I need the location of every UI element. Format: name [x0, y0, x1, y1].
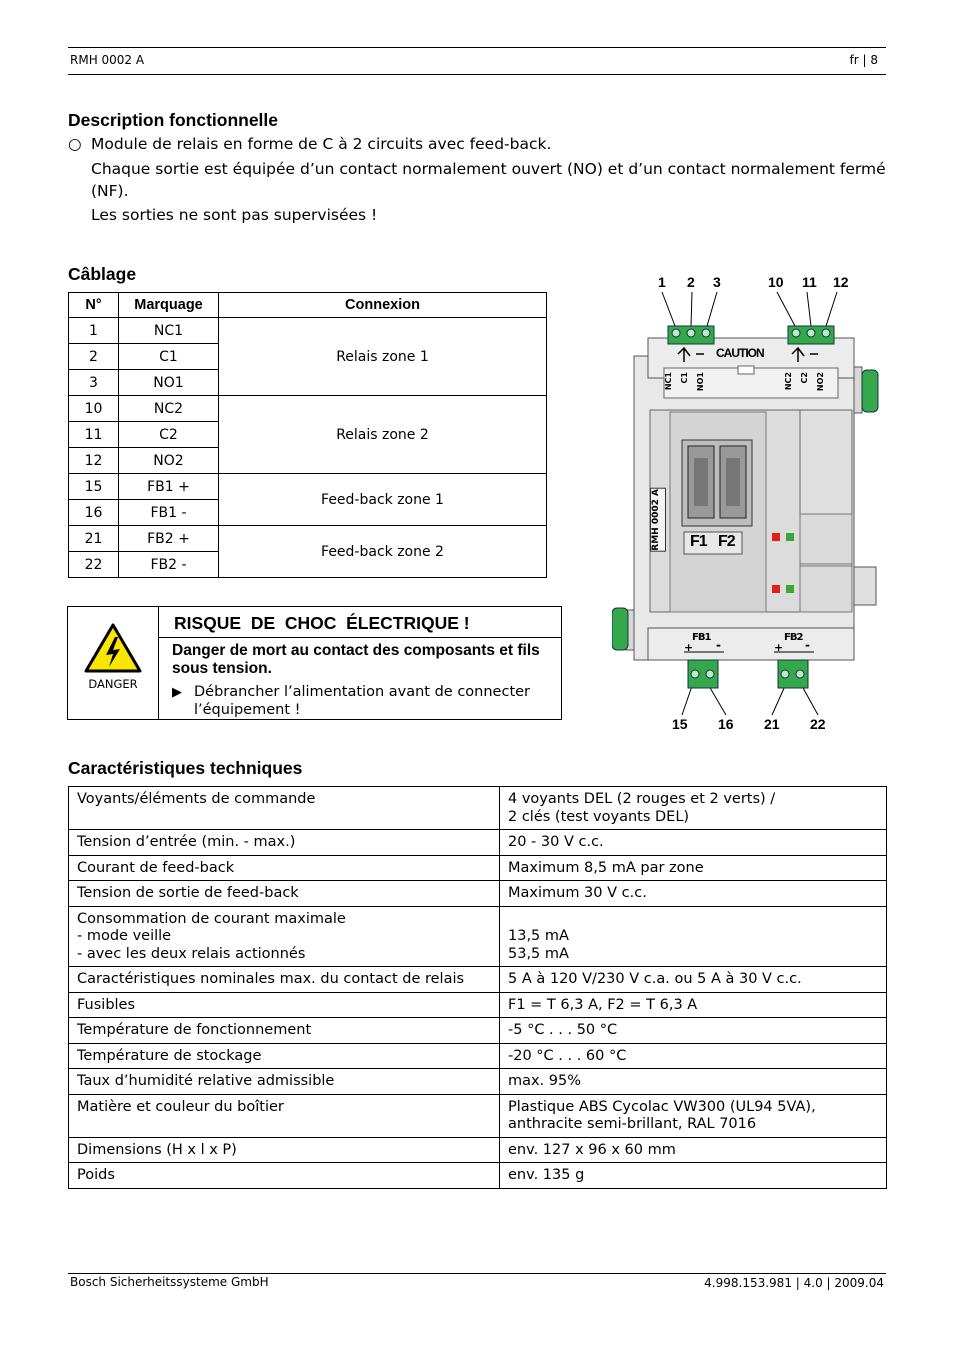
- warning-divider: [158, 607, 159, 719]
- cell-mark: NC1: [119, 318, 219, 344]
- cell-no: 10: [69, 396, 119, 422]
- spec-row: [69, 855, 887, 881]
- spec-key: Consommation de courant maximale - mode veille - avec les deux relais actionnés: [69, 906, 500, 967]
- spec-key: Tension de sortie de feed-back: [69, 881, 500, 907]
- spec-value: max. 95%: [500, 1069, 887, 1095]
- cell-mark: C2: [119, 422, 219, 448]
- spec-value: -20 °C . . . 60 °C: [500, 1043, 887, 1069]
- fb2-label: FB2: [784, 632, 803, 643]
- spec-key: Température de fonctionnement: [69, 1018, 500, 1044]
- fuse-label-f2: F2: [718, 533, 735, 550]
- cell-no: 12: [69, 448, 119, 474]
- spec-value: Maximum 8,5 mA par zone: [500, 855, 887, 881]
- spec-key: Matière et couleur du boîtier: [69, 1094, 500, 1137]
- column-header: Connexion: [219, 293, 547, 318]
- footer-company: Bosch Sicherheitssysteme GmbH: [70, 1275, 269, 1289]
- cell-connection: Relais zone 1: [219, 318, 547, 396]
- spec-row: [69, 1163, 887, 1189]
- cell-no: 2: [69, 344, 119, 370]
- cell-mark: NO1: [119, 370, 219, 396]
- terminal-label: C1: [680, 372, 689, 384]
- terminal-number: 12: [833, 274, 849, 290]
- spec-value: F1 = T 6,3 A, F2 = T 6,3 A: [500, 992, 887, 1018]
- cell-no: 1: [69, 318, 119, 344]
- spec-key: Caractéristiques nominales max. du contact de relais: [69, 967, 500, 993]
- section-title-specs: Caractéristiques techniques: [68, 758, 303, 778]
- header-rule-bottom: [68, 74, 886, 75]
- spec-row: [69, 787, 887, 830]
- minus-sign: -: [716, 638, 721, 652]
- spec-value: Plastique ABS Cycolac VW300 (UL94 5VA), anthracite semi-brillant, RAL 7016: [500, 1094, 887, 1137]
- header-page: fr | 8: [849, 53, 878, 67]
- spec-row: [69, 1043, 887, 1069]
- warning-title-rule: [159, 637, 561, 638]
- spec-key: Dimensions (H x l x P): [69, 1137, 500, 1163]
- terminal-label: NO1: [696, 372, 705, 392]
- footer-rule: [68, 1273, 886, 1274]
- section-title-wiring: Câblage: [68, 264, 137, 284]
- header-doc-id: RMH 0002 A: [70, 53, 145, 67]
- spec-value: 13,5 mA 53,5 mA: [500, 906, 887, 967]
- description-para2: Chaque sortie est équipée d’un contact normalement ouvert (NO) et d’un contact normalement fermé (NF).: [91, 160, 886, 200]
- fb1-label: FB1: [692, 632, 711, 643]
- terminal-number: 11: [802, 274, 817, 290]
- spec-row: [69, 967, 887, 993]
- table-row: [69, 526, 547, 552]
- column-header: Marquage: [119, 293, 219, 318]
- terminal-number: 10: [768, 274, 784, 290]
- table-row: [69, 474, 547, 500]
- table-header-row: [69, 293, 547, 318]
- terminal-label: NO2: [816, 372, 825, 392]
- cell-connection: Relais zone 2: [219, 396, 547, 474]
- terminal-number: 3: [713, 274, 721, 290]
- cell-no: 15: [69, 474, 119, 500]
- specs-table: [68, 786, 887, 1189]
- cell-connection: Feed-back zone 2: [219, 526, 547, 578]
- cell-mark: C1: [119, 344, 219, 370]
- terminal-label: NC1: [664, 372, 673, 391]
- model-label: RMH 0002 A: [650, 488, 666, 552]
- spec-value: -5 °C . . . 50 °C: [500, 1018, 887, 1044]
- spec-row: [69, 1069, 887, 1095]
- fuse-label-f1: F1: [690, 533, 707, 550]
- table-row: [69, 318, 547, 344]
- footer-doc-ref: 4.998.153.981 | 4.0 | 2009.04: [704, 1276, 884, 1290]
- spec-row: [69, 1018, 887, 1044]
- spec-key: Courant de feed-back: [69, 855, 500, 881]
- column-header: N°: [69, 293, 119, 318]
- section-title-description: Description fonctionnelle: [68, 110, 279, 130]
- spec-key: Température de stockage: [69, 1043, 500, 1069]
- cell-mark: FB2 +: [119, 526, 219, 552]
- spec-key: Taux d’humidité relative admissible: [69, 1069, 500, 1095]
- danger-label: DANGER: [88, 677, 138, 691]
- caution-label: CAUTION: [716, 346, 764, 360]
- cell-mark: NO2: [119, 448, 219, 474]
- cell-mark: NC2: [119, 396, 219, 422]
- spec-value: env. 135 g: [500, 1163, 887, 1189]
- terminal-number: 22: [810, 716, 826, 732]
- spec-row: [69, 881, 887, 907]
- bullet-icon: ○: [68, 135, 82, 153]
- terminal-label: C2: [800, 372, 809, 384]
- spec-row: [69, 992, 887, 1018]
- warning-title: RISQUE DE CHOC ÉLECTRIQUE !: [174, 613, 470, 633]
- cell-no: 16: [69, 500, 119, 526]
- terminal-number: 15: [672, 716, 688, 732]
- spec-row: [69, 906, 887, 967]
- description-para3: Les sorties ne sont pas supervisées !: [91, 206, 378, 224]
- cell-no: 21: [69, 526, 119, 552]
- cell-no: 22: [69, 552, 119, 578]
- terminal-number: 16: [718, 716, 734, 732]
- spec-row: [69, 1094, 887, 1137]
- table-row: [69, 396, 547, 422]
- electric-hazard-icon: [84, 623, 142, 673]
- plus-sign: +: [774, 641, 784, 654]
- terminal-number: 2: [687, 274, 695, 290]
- cell-connection: Feed-back zone 1: [219, 474, 547, 526]
- cell-mark: FB1 +: [119, 474, 219, 500]
- spec-key: Fusibles: [69, 992, 500, 1018]
- header-rule-top: [68, 47, 886, 48]
- device-diagram: [612, 270, 887, 740]
- plus-sign: +: [684, 641, 694, 654]
- cell-mark: FB2 -: [119, 552, 219, 578]
- warning-action: Débrancher l’alimentation avant de connecter l’équipement !: [194, 684, 531, 718]
- spec-value: 20 - 30 V c.c.: [500, 830, 887, 856]
- spec-key: Poids: [69, 1163, 500, 1189]
- spec-key: Voyants/éléments de commande: [69, 787, 500, 830]
- cell-no: 11: [69, 422, 119, 448]
- spec-value: Maximum 30 V c.c.: [500, 881, 887, 907]
- minus-sign: -: [805, 638, 810, 652]
- wiring-table: [68, 292, 547, 578]
- terminal-label: NC2: [784, 372, 793, 391]
- warning-box: [67, 606, 562, 720]
- spec-row: [69, 1137, 887, 1163]
- terminal-number: 1: [658, 274, 666, 290]
- warning-subtitle: Danger de mort au contact des composants et fils sous tension.: [172, 642, 540, 677]
- spec-value: env. 127 x 96 x 60 mm: [500, 1137, 887, 1163]
- cell-mark: FB1 -: [119, 500, 219, 526]
- description-line1: Module de relais en forme de C à 2 circuits avec feed-back.: [91, 135, 552, 153]
- spec-key: Tension d’entrée (min. - max.): [69, 830, 500, 856]
- spec-value: 4 voyants DEL (2 rouges et 2 verts) / 2 clés (test voyants DEL): [500, 787, 887, 830]
- arrow-icon: ▶: [172, 685, 182, 700]
- spec-value: 5 A à 120 V/230 V c.a. ou 5 A à 30 V c.c.: [500, 967, 887, 993]
- terminal-number: 21: [764, 716, 780, 732]
- cell-no: 3: [69, 370, 119, 396]
- spec-row: [69, 830, 887, 856]
